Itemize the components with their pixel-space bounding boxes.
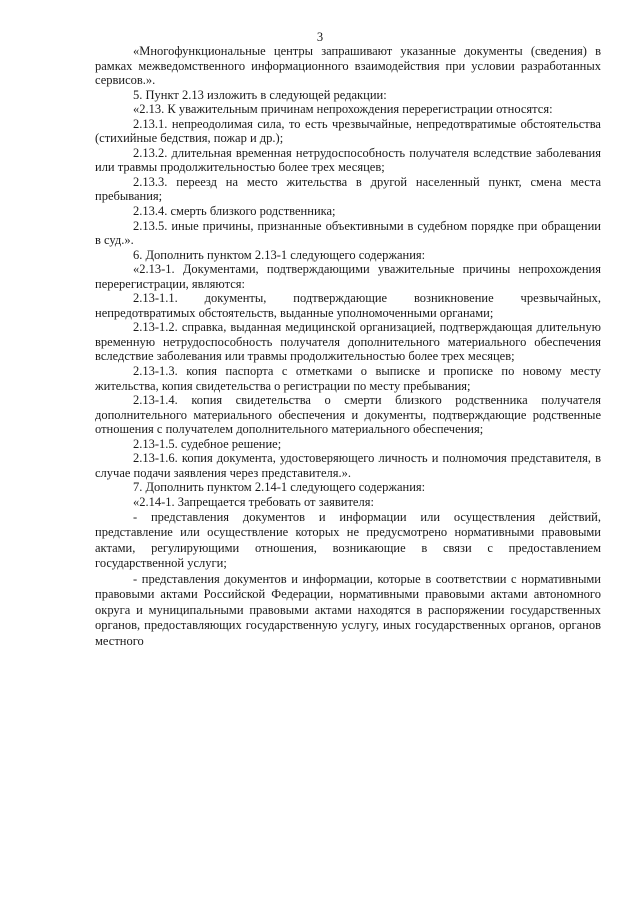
paragraph-2-13-3: 2.13.3. переезд на место жительства в другой населенный пункт, смена места пребывания; — [95, 174, 601, 204]
paragraph-2-13-1: 2.13.1. непреодолимая сила, то есть чрезвычайные, непредотвратимые обстоятельства (стихийные бедствия, пожар и др.); — [95, 116, 601, 146]
page-number: 3 — [316, 30, 324, 44]
paragraph-2-13: «2.13. К уважительным причинам непрохождения перерегистрации относятся: — [133, 102, 553, 117]
document-body — [95, 44, 601, 649]
paragraph-prohibition-2: - представления документов и информации, которые в соответствии с нормативными правовыми актами Российской Федерации, нормативными правовыми актами автономного округа и муниципальными правовыми актами находятся в распоряжении государственных органов, предоставляющих государственную услугу, иных государственных органов, органов местного — [95, 571, 601, 648]
paragraph-mfc-requests: «Многофункциональные центры запрашивают указанные документы (сведения) в рамках межведомственного информационного взаимодействия при условии разработанных сервисов.». — [95, 44, 601, 88]
paragraph-item-5: 5. Пункт 2.13 изложить в следующей редакции: — [133, 87, 387, 102]
paragraph-item-7: 7. Дополнить пунктом 2.14-1 следующего содержания: — [133, 480, 426, 495]
paragraph-prohibition-1: - представления документов и информации или осуществления действий, представление или осуществление которых не предусмотрено нормативными правовыми актами, регулирующими отношения, возникающие в связи с предоставлением государственной услуги; — [95, 509, 601, 570]
paragraph-2-13-1-4: 2.13-1.4. копия свидетельства о смерти близкого родственника получателя дополнительного материального обеспечения и документы, подтверждающие родственные отношения с получателем дополнительного материального обеспечения; — [95, 393, 601, 437]
paragraph-item-6: 6. Дополнить пунктом 2.13-1 следующего содержания: — [133, 247, 426, 262]
paragraph-2-13-1-3: 2.13-1.3. копия паспорта с отметками о выписке и прописке по новому месту жительства, копия свидетельства о регистрации по месту пребывания; — [95, 364, 601, 393]
paragraph-2-13-1-6: 2.13-1.6. копия документа, удостоверяющего личность и полномочия представителя, в случае подачи заявления через представителя.». — [95, 451, 601, 480]
paragraph-2-13-2: 2.13.2. длительная временная нетрудоспособность получателя вследствие заболевания или травмы продолжительностью более трех месяцев; — [95, 145, 601, 175]
paragraph-2-13-5: 2.13.5. иные причины, признанные объективными в судебном порядке при обращении в суд.». — [95, 218, 601, 248]
paragraph-2-13-4: 2.13.4. смерть близкого родственника; — [133, 204, 336, 219]
paragraph-2-13-1-5: 2.13-1.5. судебное решение; — [133, 436, 282, 451]
paragraph-2-13-1-2: 2.13-1.2. справка, выданная медицинской организацией, подтверждающая длительную временную нетрудоспособность получателя дополнительного материального обеспечения вследствие заболевания или травмы продолжительностью более трех месяцев; — [95, 320, 601, 364]
paragraph-2-13-1-intro: «2.13-1. Документами, подтверждающими уважительные причины непрохождения перерегистрации, являются: — [95, 262, 601, 291]
paragraph-2-13-1-1: 2.13-1.1. документы, подтверждающие возникновение чрезвычайных, непредотвратимых обстоятельств, выданные уполномоченными органами; — [95, 291, 601, 320]
paragraph-2-14-1: «2.14-1. Запрещается требовать от заявителя: — [133, 494, 374, 509]
